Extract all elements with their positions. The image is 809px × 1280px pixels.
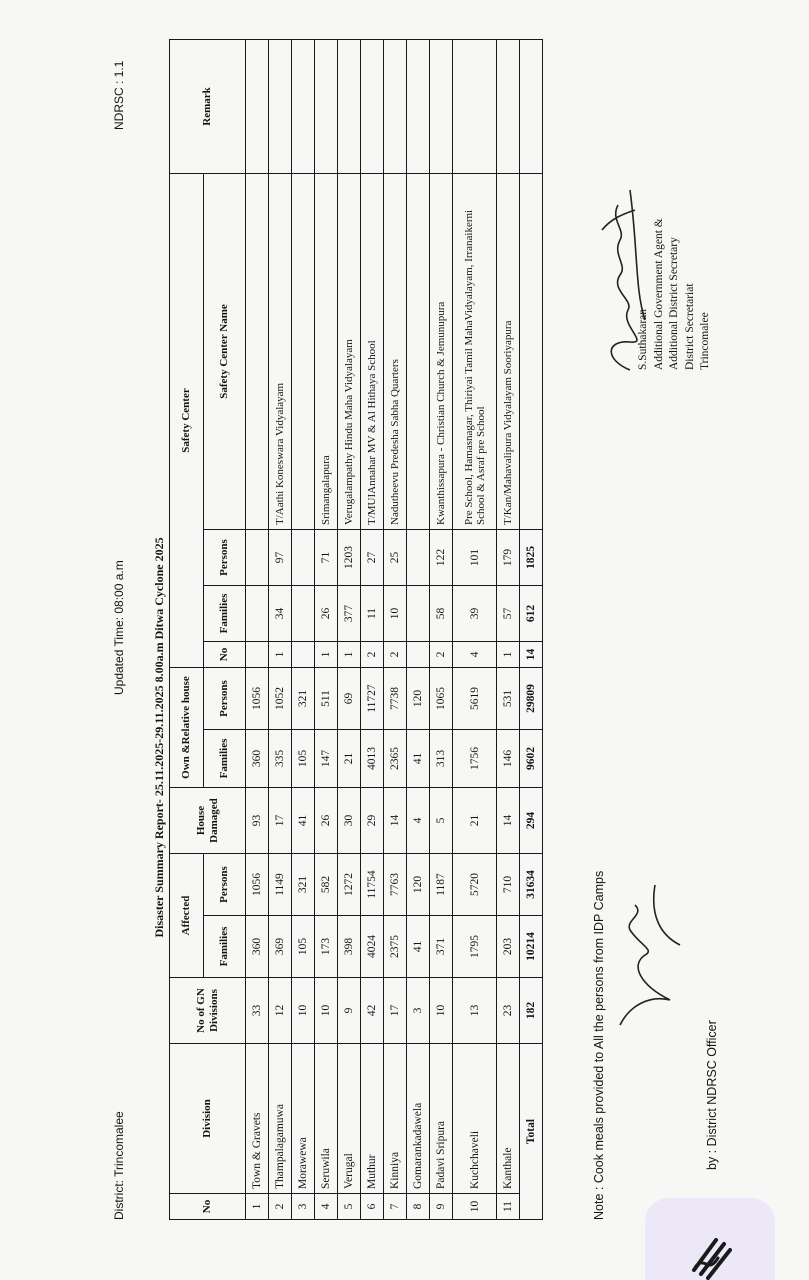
cell-no: 1 (246, 1194, 269, 1220)
header-division: Division (170, 1044, 246, 1194)
total-aff-per: 31634 (520, 854, 543, 916)
header-sc-no: No (204, 642, 246, 668)
cell-own-per: 1065 (430, 668, 453, 730)
total-gn: 182 (520, 978, 543, 1044)
cell-own-fam: 1756 (453, 730, 497, 788)
cell-sc-no: 1 (497, 642, 520, 668)
cell-damaged: 14 (384, 788, 407, 854)
cell-sc-per: 1203 (338, 530, 361, 586)
cell-own-per: 531 (497, 668, 520, 730)
cell-remark (338, 39, 361, 173)
cell-aff-per: 582 (315, 854, 338, 916)
cell-sc-fam: 39 (453, 586, 497, 642)
cell-own-fam: 335 (269, 730, 292, 788)
cell-aff-fam: 369 (269, 916, 292, 978)
cell-aff-per: 1187 (430, 854, 453, 916)
cell-division: Kuchchaveli (453, 1044, 497, 1194)
cell-gn: 10 (292, 978, 315, 1044)
cell-sc-fam: 10 (384, 586, 407, 642)
cell-no: 4 (315, 1194, 338, 1220)
header-safety-center-name: Safety Center Name (204, 174, 246, 530)
cell-sc-per: 71 (315, 530, 338, 586)
cell-sc-no: 2 (384, 642, 407, 668)
cell-aff-per: 1272 (338, 854, 361, 916)
cell-remark (430, 39, 453, 173)
cell-sc-per: 25 (384, 530, 407, 586)
table-row (246, 39, 269, 1219)
total-damaged: 294 (520, 788, 543, 854)
cell-no: 10 (453, 1194, 497, 1220)
cell-sc-fam: 26 (315, 586, 338, 642)
cell-sc-name (246, 174, 269, 530)
cell-sc-fam: 34 (269, 586, 292, 642)
cell-damaged: 14 (497, 788, 520, 854)
cell-own-per: 7738 (384, 668, 407, 730)
cell-sc-name: T/Kan/Mahavalipura Vidyalayam Sooriyapura (497, 174, 520, 530)
cell-sc-no (407, 642, 430, 668)
cell-own-fam: 21 (338, 730, 361, 788)
header-sc-persons: Persons (204, 530, 246, 586)
cell-remark (292, 39, 315, 173)
table-row (407, 39, 430, 1219)
cell-sc-per: 179 (497, 530, 520, 586)
cell-sc-name: Pre School, Hamasnagar, Thiriyai Tamil MahaVidyalayam, Irranaikerni School & Asraf pre School (453, 174, 497, 530)
cell-sc-no: 2 (361, 642, 384, 668)
cell-aff-fam: 173 (315, 916, 338, 978)
cell-own-per: 69 (338, 668, 361, 730)
header-gn-divisions: No of GN Divisions (170, 978, 246, 1044)
cell-own-fam: 146 (497, 730, 520, 788)
cell-sc-per (407, 530, 430, 586)
total-empty-cell (520, 174, 543, 530)
table-row (497, 39, 520, 1219)
cell-aff-fam: 2375 (384, 916, 407, 978)
cell-gn: 23 (497, 978, 520, 1044)
updated-time: Updated Time: 08:00 a.m (112, 560, 126, 695)
cell-no: 9 (430, 1194, 453, 1220)
cell-sc-per (292, 530, 315, 586)
cell-aff-fam: 4024 (361, 916, 384, 978)
cell-damaged: 5 (430, 788, 453, 854)
table-row (361, 39, 384, 1219)
cell-aff-per: 1149 (269, 854, 292, 916)
cell-remark (453, 39, 497, 173)
cell-aff-per: 1056 (246, 854, 269, 916)
cell-sc-fam: 377 (338, 586, 361, 642)
header-affected-families: Families (204, 916, 246, 978)
cell-remark (361, 39, 384, 173)
cell-damaged: 21 (453, 788, 497, 854)
total-empty-cell (520, 39, 543, 173)
cell-no: 6 (361, 1194, 384, 1220)
cell-division: Morawewa (292, 1044, 315, 1194)
cell-own-fam: 360 (246, 730, 269, 788)
cell-division: Town & Gravets (246, 1044, 269, 1194)
header-own-persons: Persons (204, 668, 246, 730)
cell-own-per: 321 (292, 668, 315, 730)
cell-damaged: 26 (315, 788, 338, 854)
signatory-name: S.Suthakaran (637, 308, 649, 370)
cell-division: Muthur (361, 1044, 384, 1194)
header-safety-center: Safety Center (170, 174, 204, 668)
header-own-relative: Own &Relative house (170, 668, 204, 788)
edit-pen-icon[interactable] (686, 1230, 736, 1280)
cell-division: Seruwila (315, 1044, 338, 1194)
cell-damaged: 17 (269, 788, 292, 854)
cell-sc-per: 122 (430, 530, 453, 586)
signatory-line4: Trincomalee (699, 312, 712, 370)
cell-aff-per: 710 (497, 854, 520, 916)
cell-aff-fam: 203 (497, 916, 520, 978)
form-code: NDRSC : 1.1 (112, 60, 126, 130)
total-aff-fam: 10214 (520, 916, 543, 978)
cell-sc-name: Srimangalapura (315, 174, 338, 530)
cell-sc-name (407, 174, 430, 530)
cell-sc-name (292, 174, 315, 530)
signatory-line3: District Secretariat (683, 283, 696, 370)
cell-sc-no: 1 (315, 642, 338, 668)
cell-no: 8 (407, 1194, 430, 1220)
header-affected: Affected (170, 854, 204, 978)
cell-remark (384, 39, 407, 173)
cell-remark (497, 39, 520, 173)
cell-no: 2 (269, 1194, 292, 1220)
cell-gn: 13 (453, 978, 497, 1044)
cell-damaged: 4 (407, 788, 430, 854)
cell-sc-fam: 57 (497, 586, 520, 642)
cell-own-per: 511 (315, 668, 338, 730)
table-row (315, 39, 338, 1219)
cell-gn: 33 (246, 978, 269, 1044)
district-label: District: Trincomalee (112, 1111, 126, 1220)
cell-sc-name: T/Aathi Koneswara Vidyalayam (269, 174, 292, 530)
cell-no: 3 (292, 1194, 315, 1220)
table-row (292, 39, 315, 1219)
cell-aff-per: 5720 (453, 854, 497, 916)
report-title: Disaster Summary Report- 25.11.2025-29.11.2025 8.00a.m Ditwa Cyclone 2025 (150, 39, 170, 977)
cell-damaged: 93 (246, 788, 269, 854)
cell-aff-per: 120 (407, 854, 430, 916)
cell-sc-name: Verugalampathy Hindu Maha Vidyalayam (338, 174, 361, 530)
cell-damaged: 30 (338, 788, 361, 854)
cell-damaged: 41 (292, 788, 315, 854)
cell-gn: 10 (315, 978, 338, 1044)
header-remark: Remark (170, 39, 246, 173)
cell-damaged: 29 (361, 788, 384, 854)
cell-gn: 42 (361, 978, 384, 1044)
cell-remark (407, 39, 430, 173)
total-sc-fam: 612 (520, 586, 543, 642)
cell-no: 11 (497, 1194, 520, 1220)
disaster-summary-table (150, 39, 543, 1220)
cell-own-per: 5619 (453, 668, 497, 730)
cook-meals-note: Note : Cook meals provided to All the persons from IDP Camps (592, 870, 606, 1220)
header-affected-persons: Persons (204, 854, 246, 916)
cell-sc-per: 101 (453, 530, 497, 586)
table-body (246, 39, 543, 1219)
header-own-families: Families (204, 730, 246, 788)
cell-no: 5 (338, 1194, 361, 1220)
signatory-line1: Additional Government Agent & (652, 218, 665, 370)
cell-sc-no (246, 642, 269, 668)
cell-gn: 9 (338, 978, 361, 1044)
table-row (269, 39, 292, 1219)
signatory-line2: Additional District Secretary (668, 237, 681, 370)
total-sc-per: 1825 (520, 530, 543, 586)
cell-sc-fam: 58 (430, 586, 453, 642)
cell-own-fam: 41 (407, 730, 430, 788)
header-no: No (170, 1194, 246, 1220)
cell-division: Gomarankadawela (407, 1044, 430, 1194)
cell-sc-no: 2 (430, 642, 453, 668)
total-sc-no: 14 (520, 642, 543, 668)
cell-remark (246, 39, 269, 173)
cell-aff-fam: 371 (430, 916, 453, 978)
cell-sc-name: Kwanthissapura - Christian Church & Jemunupura (430, 174, 453, 530)
cell-sc-name: T/MUIAnnahar MV & Al Hithaya School (361, 174, 384, 530)
header-house-damaged: House Damaged (170, 788, 246, 854)
cell-aff-fam: 41 (407, 916, 430, 978)
cell-sc-per: 97 (269, 530, 292, 586)
cell-sc-no: 4 (453, 642, 497, 668)
signatory-block (636, 218, 714, 370)
cell-gn: 10 (430, 978, 453, 1044)
cell-own-fam: 313 (430, 730, 453, 788)
cell-sc-name: Nadutheevu Predesha Sabha Quarters (384, 174, 407, 530)
cell-aff-per: 11754 (361, 854, 384, 916)
cell-aff-fam: 1795 (453, 916, 497, 978)
cell-aff-per: 7763 (384, 854, 407, 916)
cell-sc-per: 27 (361, 530, 384, 586)
cell-sc-no: 1 (338, 642, 361, 668)
table-row (430, 39, 453, 1219)
prepared-by: by : District NDRSC Officer (705, 1020, 719, 1170)
cell-gn: 17 (384, 978, 407, 1044)
header-sc-families: Families (204, 586, 246, 642)
cell-division: Kanthale (497, 1044, 520, 1194)
cell-division: Verugal (338, 1044, 361, 1194)
cell-sc-per (246, 530, 269, 586)
cell-sc-fam (292, 586, 315, 642)
total-own-fam: 9602 (520, 730, 543, 788)
cell-sc-no (292, 642, 315, 668)
cell-own-fam: 147 (315, 730, 338, 788)
table-row (453, 39, 497, 1219)
cell-sc-fam (407, 586, 430, 642)
cell-division: Thampalagamuwa (269, 1044, 292, 1194)
cell-remark (315, 39, 338, 173)
cell-aff-fam: 360 (246, 916, 269, 978)
table-row (384, 39, 407, 1219)
cell-own-fam: 105 (292, 730, 315, 788)
cell-aff-fam: 105 (292, 916, 315, 978)
cell-division: Padavi Sripura (430, 1044, 453, 1194)
total-row (520, 39, 543, 1219)
officer-signature (600, 875, 690, 1045)
cell-sc-fam: 11 (361, 586, 384, 642)
table-row (338, 39, 361, 1219)
cell-sc-fam (246, 586, 269, 642)
cell-remark (269, 39, 292, 173)
cell-own-fam: 4013 (361, 730, 384, 788)
cell-own-fam: 2365 (384, 730, 407, 788)
cell-own-per: 120 (407, 668, 430, 730)
cell-division: Kinniya (384, 1044, 407, 1194)
total-own-per: 29809 (520, 668, 543, 730)
cell-no: 7 (384, 1194, 407, 1220)
cell-own-per: 11727 (361, 668, 384, 730)
cell-sc-no: 1 (269, 642, 292, 668)
cell-own-per: 1052 (269, 668, 292, 730)
cell-aff-fam: 398 (338, 916, 361, 978)
cell-gn: 3 (407, 978, 430, 1044)
cell-gn: 12 (269, 978, 292, 1044)
total-label: Total (520, 1044, 543, 1220)
cell-own-per: 1056 (246, 668, 269, 730)
cell-aff-per: 321 (292, 854, 315, 916)
